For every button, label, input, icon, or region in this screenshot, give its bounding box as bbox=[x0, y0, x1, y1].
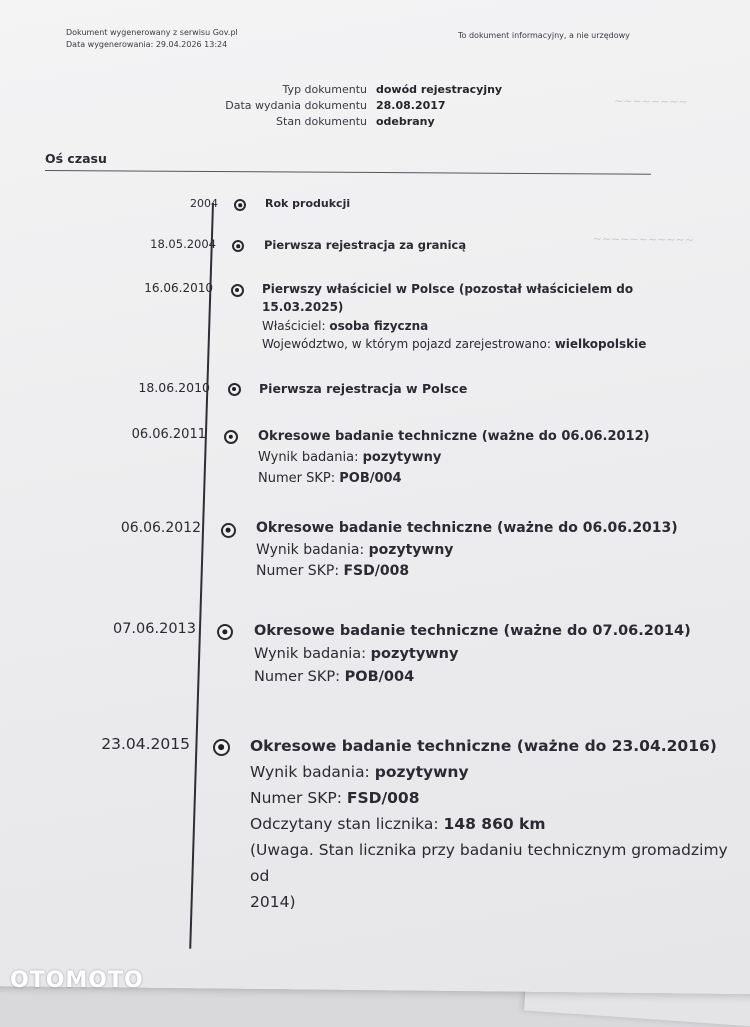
document-meta bbox=[200, 82, 520, 130]
detail-value: POB/004 bbox=[344, 668, 415, 685]
timeline-event-detail bbox=[254, 666, 740, 689]
timeline-event bbox=[256, 518, 740, 583]
detail-label: Wynik badania: bbox=[258, 449, 363, 465]
detail-label: Odczytany stan licznika: bbox=[250, 815, 444, 833]
meta-row-status bbox=[200, 114, 520, 130]
detail-label: Numer SKP: bbox=[258, 470, 340, 486]
timeline-marker-icon bbox=[234, 199, 246, 211]
detail-value: pozytywny bbox=[370, 645, 459, 662]
detail-value: osoba fizyczna bbox=[329, 318, 429, 333]
timeline-event-title: Okresowe badanie techniczne (ważne do 07.06.2014) bbox=[254, 622, 691, 639]
timeline-marker-icon bbox=[213, 739, 230, 756]
timeline-event bbox=[265, 195, 740, 213]
timeline-event bbox=[250, 733, 740, 915]
timeline-event-title: Okresowe badanie techniczne (ważne do 06.06.2013) bbox=[256, 520, 678, 537]
detail-label: Wynik badania: bbox=[250, 763, 375, 781]
detail-value: FSD/008 bbox=[346, 789, 420, 807]
timeline-event-detail bbox=[262, 317, 740, 336]
generated-date-row bbox=[66, 39, 238, 51]
timeline-event-detail bbox=[250, 837, 740, 889]
timeline-date: 06.06.2012 bbox=[120, 519, 201, 536]
timeline-event-detail bbox=[256, 561, 740, 583]
detail-value: pozytywny bbox=[374, 763, 469, 781]
timeline-marker-icon bbox=[228, 383, 241, 396]
meta-value: 28.08.2017 bbox=[376, 99, 446, 112]
timeline-event-detail bbox=[254, 643, 740, 666]
detail-value: pozytywny bbox=[368, 541, 454, 558]
timeline-event-title: Pierwsza rejestracja w Polsce bbox=[259, 380, 468, 396]
section-title: Oś czasu bbox=[45, 151, 107, 166]
timeline-event-title: Pierwszy właściciel w Polsce (pozostał właścicielem do bbox=[262, 281, 634, 296]
detail-label: Numer SKP: bbox=[254, 668, 345, 685]
timeline-event-detail bbox=[258, 468, 740, 489]
detail-label: Numer SKP: bbox=[256, 563, 344, 580]
meta-value: odebrany bbox=[376, 115, 435, 128]
timeline-event-title: Pierwsza rejestracja za granicą bbox=[264, 238, 467, 252]
timeline-event-detail bbox=[250, 811, 740, 837]
timeline-event-detail bbox=[262, 335, 740, 354]
timeline-marker-icon bbox=[232, 240, 244, 252]
detail-value: 148 860 km bbox=[443, 815, 546, 833]
detail-label: Województwo, w którym pojazd zarejestrowano: bbox=[262, 337, 555, 352]
detail-label: 2014) bbox=[250, 893, 296, 911]
timeline-event-detail bbox=[258, 447, 740, 468]
meta-label: Data wydania dokumentu bbox=[225, 99, 367, 112]
timeline-marker-icon bbox=[217, 624, 233, 640]
generated-date-value: 29.04.2026 13:24 bbox=[155, 40, 228, 49]
detail-label: Właściciel: bbox=[262, 318, 330, 333]
timeline-marker-icon bbox=[231, 284, 244, 297]
timeline-date: 18.05.2004 bbox=[150, 237, 216, 252]
detail-label: Numer SKP: bbox=[250, 789, 347, 807]
timeline-event-title: Okresowe badanie techniczne (ważne do 23.04.2016) bbox=[250, 737, 717, 755]
meta-label: Typ dokumentu bbox=[282, 83, 367, 96]
timeline-event-title: Rok produkcji bbox=[265, 197, 351, 210]
timeline-date: 07.06.2013 bbox=[112, 621, 196, 638]
timeline-marker-icon bbox=[224, 430, 238, 444]
timeline-event-detail bbox=[250, 759, 740, 785]
timeline-event bbox=[264, 236, 740, 254]
generation-info bbox=[66, 27, 238, 51]
generated-by-text: Dokument wygenerowany z serwisu Gov.pl bbox=[66, 28, 238, 37]
notice-text: To dokument informacyjny, a nie urzędowy bbox=[458, 31, 630, 40]
timeline-event bbox=[254, 620, 740, 689]
timeline-event bbox=[259, 379, 740, 398]
bleed-through-text: ~~~~~~~~~~~ bbox=[592, 232, 695, 247]
timeline-date: 18.06.2010 bbox=[138, 379, 210, 395]
detail-value: POB/004 bbox=[339, 470, 402, 486]
bleed-through-text: ~~~~~~~~ bbox=[613, 94, 688, 109]
timeline-date: 23.04.2015 bbox=[101, 735, 190, 754]
timeline-event bbox=[262, 280, 740, 354]
meta-row-type bbox=[200, 82, 520, 98]
timeline-date: 2004 bbox=[190, 196, 218, 210]
timeline-event bbox=[258, 426, 740, 489]
detail-label: (Uwaga. Stan licznika przy badaniu technicznym gromadzimy od bbox=[250, 841, 728, 885]
timeline-event-detail bbox=[256, 540, 740, 562]
detail-value: wielkopolskie bbox=[554, 337, 647, 352]
timeline-date: 16.06.2010 bbox=[144, 281, 213, 295]
detail-label: Wynik badania: bbox=[256, 541, 369, 558]
meta-value: dowód rejestracyjny bbox=[376, 83, 503, 96]
meta-label: Stan dokumentu bbox=[276, 115, 367, 128]
detail-value: pozytywny bbox=[362, 449, 442, 465]
timeline-event-title-cont: 15.03.2025) bbox=[262, 300, 344, 315]
timeline-event-detail bbox=[250, 785, 740, 811]
generated-date-label: Data wygenerowania: bbox=[66, 40, 154, 49]
detail-value: FSD/008 bbox=[343, 563, 410, 580]
watermark-logo: OTOMOTO bbox=[10, 968, 144, 993]
timeline-date: 06.06.2011 bbox=[131, 427, 206, 443]
timeline-event-detail bbox=[250, 889, 740, 915]
timeline-marker-icon bbox=[221, 523, 236, 538]
detail-label: Wynik badania: bbox=[254, 645, 371, 662]
timeline-event-title: Okresowe badanie techniczne (ważne do 06.06.2012) bbox=[258, 428, 650, 444]
meta-row-issue-date bbox=[200, 98, 520, 114]
